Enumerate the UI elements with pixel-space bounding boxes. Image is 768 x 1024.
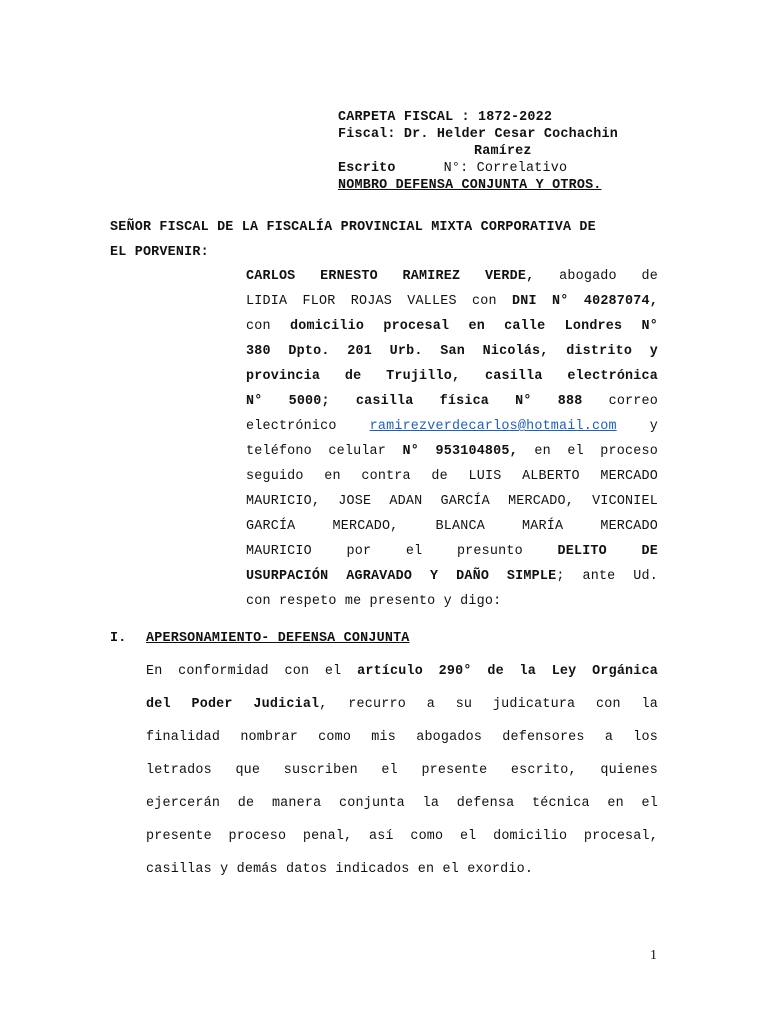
section-paragraph-line-5: ejercerán de manera conjunta la defensa técnica en el xyxy=(146,796,658,811)
section-paragraph-line-6: presente proceso penal, así como el domicilio procesal, xyxy=(146,829,658,844)
delito: DELITO DE xyxy=(557,544,658,559)
casillas: N° 5000; casilla física N° 888 xyxy=(246,394,583,409)
section-text: En conformidad con el xyxy=(146,664,342,679)
intro-text: MAURICIO por el presunto xyxy=(246,544,523,559)
legal-reference: del Poder Judicial xyxy=(146,697,320,712)
carpeta-fiscal: CARPETA FISCAL : 1872-2022 xyxy=(338,110,553,125)
intro-text: con xyxy=(246,319,271,334)
section-number: I. xyxy=(110,631,127,646)
intro-text: en el proceso xyxy=(534,444,658,459)
intro-text: correo xyxy=(608,394,658,409)
section-paragraph-line-1 xyxy=(146,664,658,679)
domicilio-procesal: domicilio procesal en calle Londres N° xyxy=(289,319,658,334)
intro-line-2 xyxy=(246,294,658,309)
intro-line-7 xyxy=(246,419,658,434)
intro-line-9: seguido en contra de LUIS ALBERTO MERCADO xyxy=(246,469,658,484)
intro-line-11: GARCÍA MERCADO, BLANCA MARÍA MERCADO xyxy=(246,519,658,534)
intro-line-13 xyxy=(246,569,658,584)
section-paragraph-line-4: letrados que suscriben el presente escrito, quienes xyxy=(146,763,658,778)
page-number: 1 xyxy=(650,948,658,963)
intro-text: LIDIA FLOR ROJAS VALLES con xyxy=(246,294,497,309)
intro-line-1 xyxy=(246,269,658,284)
delito-type: USURPACIÓN AGRAVADO Y DAÑO SIMPLE xyxy=(246,569,557,584)
dni-number: DNI N° 40287074, xyxy=(512,294,658,309)
fiscal-name-line2: Ramírez xyxy=(474,144,532,159)
section-paragraph-line-2 xyxy=(146,697,658,712)
escrito-label: Escrito xyxy=(338,161,396,176)
section-paragraph-line-3: finalidad nombrar como mis abogados defensores a los xyxy=(146,730,658,745)
escrito-line xyxy=(338,161,567,176)
fiscal-name-line1: Fiscal: Dr. Helder Cesar Cochachin xyxy=(338,127,619,142)
intro-line-8 xyxy=(246,444,658,459)
section-text: , recurro a su judicatura con la xyxy=(319,697,658,712)
intro-line-10: MAURICIO, JOSE ADAN GARCÍA MERCADO, VICONIEL xyxy=(246,494,658,509)
addressee-line2: EL PORVENIR: xyxy=(110,245,209,260)
phone-number: N° 953104805, xyxy=(402,444,518,459)
escrito-value: N°: Correlativo xyxy=(443,161,568,176)
addressee-line1: SEÑOR FISCAL DE LA FISCALÍA PROVINCIAL MIXTA CORPORATIVA DE xyxy=(110,220,596,235)
intro-line-5: provincia de Trujillo, casilla electrónica xyxy=(246,369,658,384)
intro-line-14: con respeto me presento y digo: xyxy=(246,594,502,609)
intro-text: abogado de xyxy=(559,269,658,284)
section-paragraph-line-7: casillas y demás datos indicados en el exordio. xyxy=(146,862,534,877)
section-title: APERSONAMIENTO- DEFENSA CONJUNTA xyxy=(146,631,410,646)
intro-line-6 xyxy=(246,394,658,409)
intro-text: y xyxy=(649,419,658,434)
intro-text: ; ante Ud. xyxy=(556,569,659,584)
intro-line-4: 380 Dpto. 201 Urb. San Nicolás, distrito y xyxy=(246,344,658,359)
intro-line-12 xyxy=(246,544,658,559)
intro-line-3 xyxy=(246,319,658,334)
intro-text: electrónico xyxy=(246,419,337,434)
sumilla: NOMBRO DEFENSA CONJUNTA Y OTROS. xyxy=(338,178,602,193)
lawyer-name: CARLOS ERNESTO RAMIREZ VERDE, xyxy=(246,269,535,284)
email-link[interactable]: ramirezverdecarlos@hotmail.com xyxy=(369,419,617,434)
legal-reference: artículo 290° de la Ley Orgánica xyxy=(357,664,658,679)
intro-text: teléfono celular xyxy=(246,444,387,459)
